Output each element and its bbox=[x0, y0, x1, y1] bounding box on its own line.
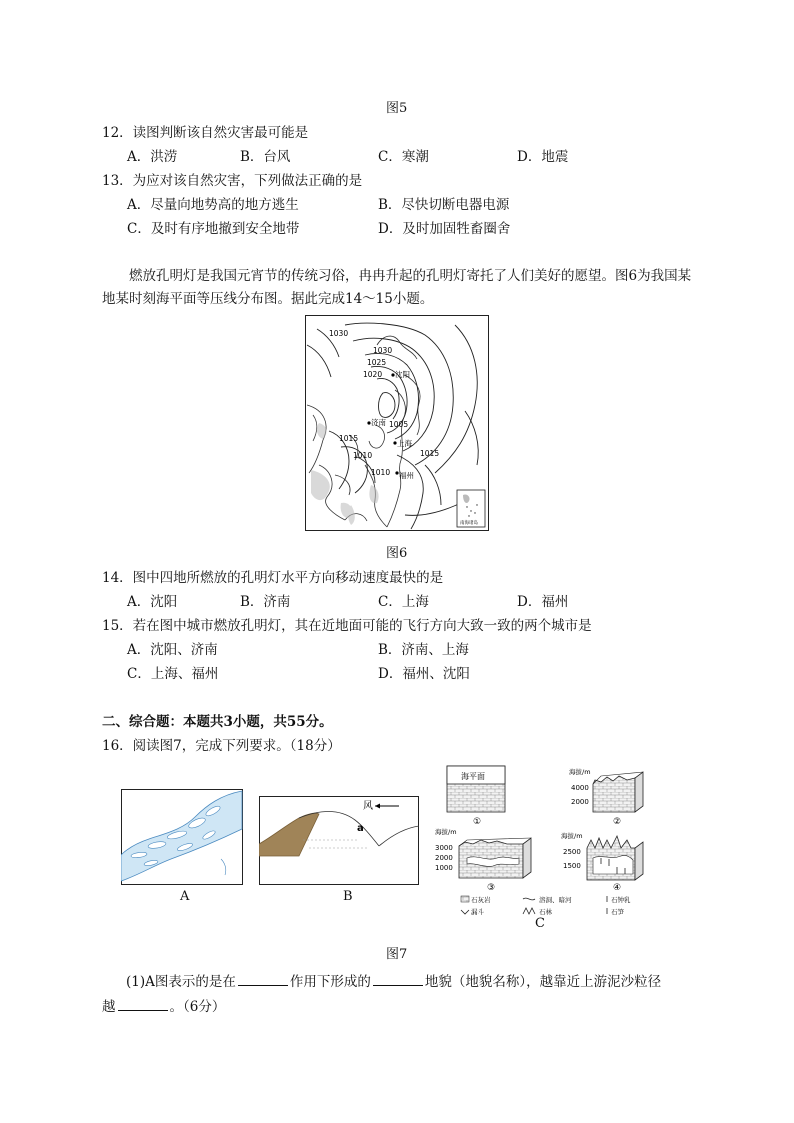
figure-7-panel-c bbox=[431, 762, 667, 922]
q12-option-a: A．洪涝 bbox=[127, 149, 178, 165]
q14-option-a: A．沈阳 bbox=[127, 594, 178, 610]
isobar-label-1010-b: 1010 bbox=[371, 468, 391, 477]
figure-5-caption: 图5 bbox=[386, 101, 408, 116]
isobar-map bbox=[305, 315, 489, 531]
panel-a-label: A bbox=[180, 889, 190, 904]
panel-3-number: ③ bbox=[487, 883, 496, 893]
panel-1-title: 海平面 bbox=[461, 772, 485, 781]
isobar-label-1005: 1005 bbox=[389, 420, 409, 429]
isobar-label-1025: 1025 bbox=[367, 358, 387, 367]
panel-4-tick-2500: 2500 bbox=[563, 848, 581, 856]
question-15-stem: 15．若在图中城市燃放孔明灯，其在近地面可能的飞行方向大致一致的两个城市是 bbox=[102, 618, 592, 634]
question-16-stem: 16．阅读图7，完成下列要求。（18分） bbox=[102, 738, 341, 754]
figure-6-caption: 图6 bbox=[386, 546, 408, 561]
question-14-stem: 14．图中四地所燃放的孔明灯水平方向移动速度最快的是 bbox=[102, 570, 444, 586]
panel-4-tick-1500: 1500 bbox=[563, 862, 581, 870]
city-jinan: 济南 bbox=[371, 418, 386, 427]
panel-2-tick-2000: 2000 bbox=[571, 798, 589, 806]
sub1-text-4: 越 bbox=[102, 999, 116, 1015]
isobar-label-1015-a: 1015 bbox=[339, 434, 359, 443]
answer-blank-1[interactable] bbox=[238, 971, 288, 986]
city-fuzhou: 福州 bbox=[399, 471, 414, 480]
panel-3-altitude-label: 海拔/m bbox=[435, 828, 457, 836]
q13-option-b: B．尽快切断电器电源 bbox=[378, 197, 510, 213]
isobar-label-1010-a: 1010 bbox=[353, 451, 373, 460]
sub1-text-3: 地貌（地貌名称），越靠近上游泥沙粒径 bbox=[424, 974, 662, 990]
isobar-label-1030-a: 1030 bbox=[329, 329, 349, 338]
answer-blank-3[interactable] bbox=[118, 996, 168, 1011]
city-shenyang: 沈阳 bbox=[395, 370, 410, 379]
q12-option-d: D．地震 bbox=[517, 149, 569, 165]
wind-label: 风 bbox=[363, 801, 373, 812]
q15-option-d: D．福州、沈阳 bbox=[378, 666, 470, 682]
q14-option-c: C．上海 bbox=[378, 594, 429, 610]
isobar-label-1015-b: 1015 bbox=[420, 449, 440, 458]
sub1-text-5: 。（6分） bbox=[169, 999, 226, 1015]
q13-option-c: C．及时有序地撤到安全地带 bbox=[127, 221, 300, 237]
question-12-stem: 12．读图判断该自然灾害最可能是 bbox=[102, 125, 309, 141]
panel-2-number: ② bbox=[613, 817, 622, 827]
south-china-sea-inset bbox=[457, 490, 485, 527]
sub-question-1-line-1 bbox=[126, 970, 661, 990]
isobar-label-1030-b: 1030 bbox=[373, 346, 393, 355]
legend-stone-forest: 石林 bbox=[539, 908, 552, 916]
legend-sinkhole: 漏斗 bbox=[471, 908, 484, 916]
panel-4-number: ④ bbox=[613, 883, 622, 893]
panel-2-tick-4000: 4000 bbox=[571, 784, 589, 792]
isobar-label-1020: 1020 bbox=[363, 370, 383, 379]
figure-7-caption: 图7 bbox=[386, 947, 408, 962]
q15-option-c: C．上海、福州 bbox=[127, 666, 219, 682]
sub-question-1-line-2 bbox=[102, 995, 225, 1015]
city-shanghai: 上海 bbox=[397, 439, 412, 448]
q14-option-d: D．福州 bbox=[517, 594, 569, 610]
panel-3-tick-3000: 3000 bbox=[435, 844, 453, 852]
q13-option-d: D．及时加固牲畜圈舍 bbox=[378, 221, 511, 237]
q14-option-b: B．济南 bbox=[240, 594, 291, 610]
legend-cave-river: 溶洞、暗河 bbox=[539, 896, 572, 904]
legend-stalactite: 石钟乳 bbox=[611, 896, 631, 904]
panel-b-label: B bbox=[343, 889, 353, 904]
panel-c-label: C bbox=[535, 916, 545, 931]
legend-limestone: 石灰岩 bbox=[471, 896, 491, 904]
point-a-label: a bbox=[357, 823, 364, 834]
q12-option-b: B．台风 bbox=[240, 149, 291, 165]
panel-2-altitude-label: 海拔/m bbox=[569, 768, 591, 776]
figure-7-panel-a bbox=[121, 789, 243, 885]
inset-label: 南海诸岛 bbox=[460, 521, 478, 526]
q13-option-a: A．尽量向地势高的地方逃生 bbox=[127, 197, 299, 213]
sub1-text-2: 作用下形成的 bbox=[289, 974, 371, 990]
q12-option-c: C．寒潮 bbox=[378, 149, 429, 165]
panel-4-altitude-label: 海拔/m bbox=[561, 832, 583, 840]
q15-option-b: B．济南、上海 bbox=[378, 642, 469, 658]
panel-1-number: ① bbox=[473, 817, 482, 827]
intro-paragraph-14-15: 燃放孔明灯是我国元宵节的传统习俗，冉冉升起的孔明灯寄托了人们美好的愿望。图6为我国某地某时刻海平面等压线分布图。据此完成14～15小题。 bbox=[102, 268, 692, 307]
panel-3-tick-1000: 1000 bbox=[435, 864, 453, 872]
sub1-text-1: (1)A图表示的是在 bbox=[126, 974, 236, 990]
panel-3-tick-2000: 2000 bbox=[435, 854, 453, 862]
legend-stalagmite: 石笋 bbox=[611, 908, 624, 916]
question-13-stem: 13．为应对该自然灾害，下列做法正确的是 bbox=[102, 173, 363, 189]
q15-option-a: A．沈阳、济南 bbox=[127, 642, 218, 658]
answer-blank-2[interactable] bbox=[373, 971, 423, 986]
figure-7-panel-b bbox=[259, 796, 419, 885]
section-2-heading: 二、综合题：本题共3小题，共55分。 bbox=[102, 714, 333, 730]
